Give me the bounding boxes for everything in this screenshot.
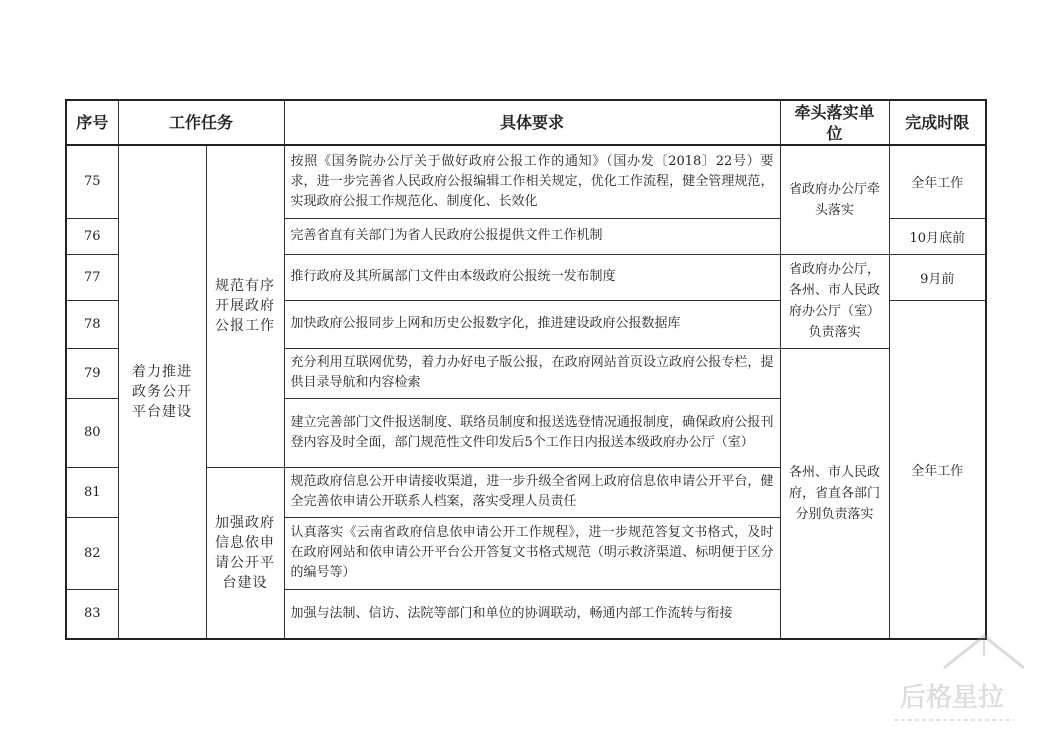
header-requirement: 具体要求 bbox=[284, 100, 780, 145]
requirement-text: 加快政府公报同步上网和历史公报数字化，推进建设政府公报数据库 bbox=[284, 300, 780, 348]
deadline: 全年工作 bbox=[889, 145, 986, 218]
deadline: 10月底前 bbox=[889, 218, 986, 254]
header-deadline: 完成时限 bbox=[889, 100, 986, 145]
table-row bbox=[66, 145, 986, 218]
requirement-text: 按照《国务院办公厅关于做好政府公报工作的通知》（国办发〔2018〕22号）要求，进一步完善省人民政府公报编辑工作相关规定，优化工作流程，健全管理规范，实现政府公报工作规范化、制度化、长效化 bbox=[284, 145, 780, 218]
header-task: 工作任务 bbox=[118, 100, 284, 145]
work-task-table bbox=[65, 99, 987, 640]
requirement-text: 规范政府信息公开申请接收渠道，进一步升级全省网上政府信息依申请公开平台，健全完善依申请公开联系人档案，落实受理人员责任 bbox=[284, 467, 780, 517]
row-number: 80 bbox=[66, 398, 118, 467]
header-no: 序号 bbox=[66, 100, 118, 145]
requirement-text: 推行政府及其所属部门文件由本级政府公报统一发布制度 bbox=[284, 254, 780, 300]
category-level2-disclosure: 加强政府信息依申请公开平台建设 bbox=[206, 467, 284, 639]
row-number: 78 bbox=[66, 300, 118, 348]
row-number: 81 bbox=[66, 467, 118, 517]
category-level2-gazette: 规范有序开展政府公报工作 bbox=[206, 145, 284, 467]
row-number: 82 bbox=[66, 517, 118, 589]
row-number: 75 bbox=[66, 145, 118, 218]
header-row bbox=[66, 100, 986, 145]
row-number: 76 bbox=[66, 218, 118, 254]
header-unit: 牵头落实单位 bbox=[780, 100, 889, 145]
lead-unit: 省政府办公厅牵头落实 bbox=[780, 145, 889, 254]
watermark-text: 后格星拉 bbox=[899, 683, 1005, 713]
requirement-text: 充分利用互联网优势，着力办好电子版公报，在政府网站首页设立政府公报专栏，提供目录导航和内容检索 bbox=[284, 348, 780, 398]
requirement-text: 建立完善部门文件报送制度、联络员制度和报送选登情况通报制度，确保政府公报刊登内容及时全面，部门规范性文件印发后5个工作日内报送本级政府办公厅（室） bbox=[284, 398, 780, 467]
row-number: 83 bbox=[66, 589, 118, 639]
deadline: 全年工作 bbox=[889, 300, 986, 639]
category-level1: 着力推进政务公开平台建设 bbox=[118, 145, 206, 639]
requirement-text: 认真落实《云南省政府信息依申请公开工作规程》，进一步规范答复文书格式，及时在政府网站和依申请公开平台公开答复文书格式规范（明示救济渠道、标明便于区分的编号等） bbox=[284, 517, 780, 589]
requirement-text: 完善省直有关部门为省人民政府公报提供文件工作机制 bbox=[284, 218, 780, 254]
requirement-text: 加强与法制、信访、法院等部门和单位的协调联动，畅通内部工作流转与衔接 bbox=[284, 589, 780, 639]
lead-unit: 各州、市人民政府，省直各部门分别负责落实 bbox=[780, 348, 889, 639]
watermark-graphic bbox=[874, 628, 1024, 728]
row-number: 79 bbox=[66, 348, 118, 398]
watermark-logo bbox=[874, 628, 1024, 728]
row-number: 77 bbox=[66, 254, 118, 300]
deadline: 9月前 bbox=[889, 254, 986, 300]
lead-unit: 省政府办公厅，各州、市人民政府办公厅（室）负责落实 bbox=[780, 254, 889, 348]
